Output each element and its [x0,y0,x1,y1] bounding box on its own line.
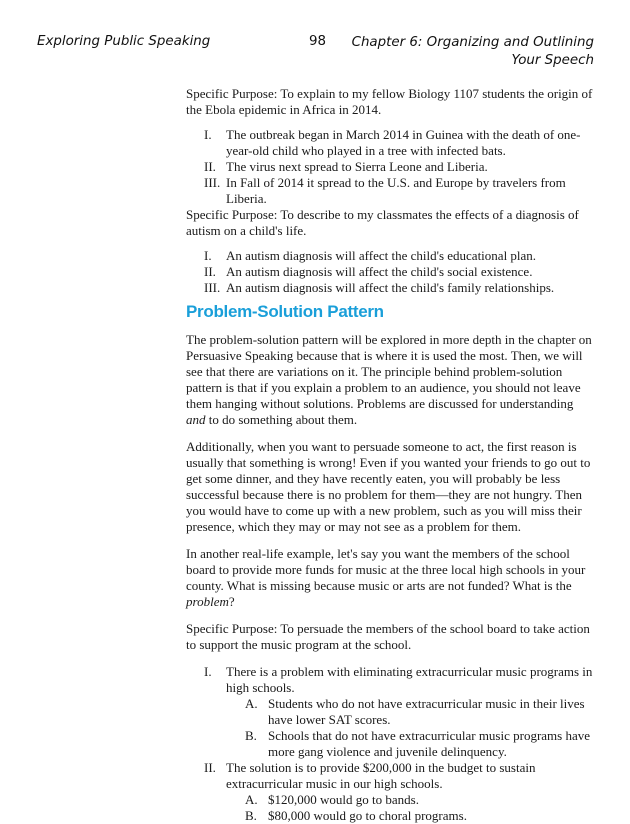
outline-item [186,264,594,280]
outline-item [186,127,594,159]
outline-subitem [186,728,594,760]
outline-letter: A. [245,696,258,711]
outline-text: The outbreak began in March 2014 in Guinea with the death of one-year-old child who played in a tree with infected bats. [226,127,581,158]
page-number: 98 [309,34,327,49]
para3-text-end: ? [228,594,235,609]
outline-item [186,760,594,792]
para1-text-end: to do something about them. [205,412,358,427]
outline-subtext: $120,000 would go to bands. [268,792,419,807]
example1-purpose: Specific Purpose: To explain to my fellow Biology 1107 students the origin of the Ebola epidemic in Africa in 2014. [186,86,593,117]
example1-outline [186,127,594,207]
outline-subitem [186,696,594,728]
outline-letter: B. [245,728,257,743]
outline-item [186,175,594,207]
outline-numeral: I. [204,248,212,263]
paragraph-problem-solution [186,332,594,428]
outline-text: The solution is to provide $200,000 in the budget to sustain extracurricular music in our high schools. [226,760,536,791]
paragraph-school-board [186,546,594,610]
outline-text: An autism diagnosis will affect the child's family relationships. [226,280,555,295]
page-body [186,86,594,824]
para1-emphasis: and [186,412,206,427]
example2-purpose: Specific Purpose: To describe to my classmates the effects of a diagnosis of autism on a child's life. [186,207,579,238]
outline-subitem [186,808,594,824]
outline-numeral: I. [204,664,212,679]
outline-text: In Fall of 2014 it spread to the U.S. and Europe by travelers from Liberia. [226,175,566,206]
outline-item [186,664,594,696]
page-header [37,34,594,74]
outline-text: An autism diagnosis will affect the child's social existence. [226,264,533,279]
outline-numeral: II. [204,264,216,279]
paragraph-persuade: Additionally, when you want to persuade someone to act, the first reason is usually that something is wrong! Even if you wanted your friends to go out to get some dinner, and they have recently eaten, you will probably be less successful because there is no problem for them—they are not hungry. Then you would have to come up with a new problem, such as you will miss their presence, which they may or may not see as a problem for them. [186,439,591,534]
outline-subtext: $80,000 would go to choral programs. [268,808,467,823]
chapter-title-line1: Chapter 6: Organizing and Outlining [351,35,594,50]
outline-numeral: III. [204,175,221,190]
outline-letter: A. [245,792,258,807]
outline-numeral: III. [204,280,221,295]
book-title: Exploring Public Speaking [37,34,211,49]
example3-outline [186,664,594,824]
outline-text: There is a problem with eliminating extracurricular music programs in high schools. [226,664,593,695]
outline-text: An autism diagnosis will affect the child's educational plan. [226,248,537,263]
outline-subtext: Students who do not have extracurricular music in their lives have lower SAT scores. [268,696,585,727]
para3-emphasis: problem [186,594,229,609]
outline-letter: B. [245,808,257,823]
outline-text: The virus next spread to Sierra Leone and Liberia. [226,159,488,174]
outline-item [186,248,594,264]
outline-item [186,159,594,175]
section-heading: Problem-Solution Pattern [186,302,384,321]
outline-item [186,280,594,296]
example2-outline [186,248,594,296]
outline-subitem [186,792,594,808]
chapter-title-line2: Your Speech [511,53,594,68]
outline-numeral: II. [204,760,216,775]
para1-text-start: The problem-solution pattern will be explored in more depth in the chapter on Persuasive Speaking because that is where it is used the most. Then, we will see that there are variations on it. The principle behind problem-solution pattern is that if you explain a problem to an audience, you should not leave them hanging without solutions. Problems are discussed for understanding [186,332,592,411]
outline-numeral: II. [204,159,216,174]
example3-purpose: Specific Purpose: To persuade the members of the school board to take action to support the music program at the school. [186,621,590,652]
para3-text-start: In another real-life example, let's say you want the members of the school board to provide more funds for music at the three local high schools in your county. What is missing because music or arts are not funded? What is the [186,546,586,593]
outline-numeral: I. [204,127,212,142]
outline-subtext: Schools that do not have extracurricular music programs have more gang violence and juvenile delinquency. [268,728,591,759]
chapter-title [352,34,594,70]
